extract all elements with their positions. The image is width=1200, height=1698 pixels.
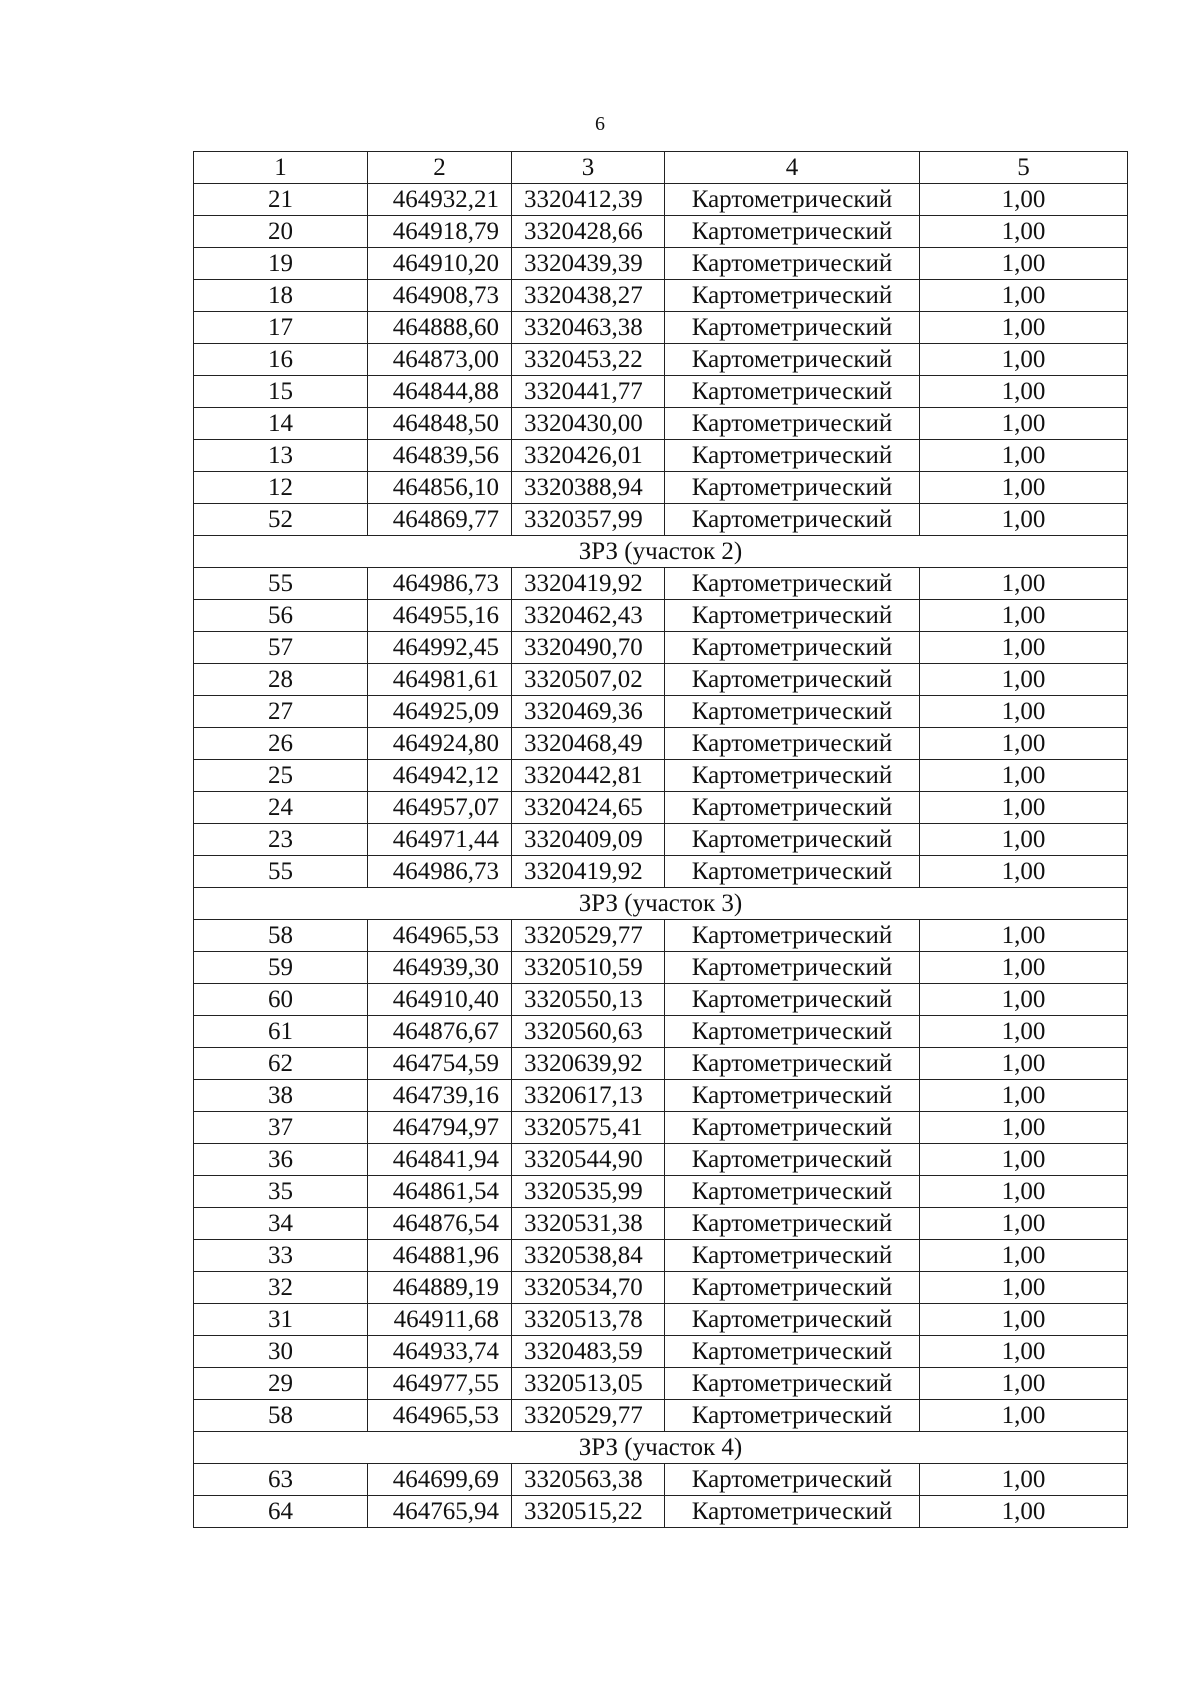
point-number-cell: 21	[194, 184, 368, 216]
point-number-cell: 27	[194, 696, 368, 728]
table-row	[194, 600, 1128, 632]
x-coordinate-cell: 464942,12	[368, 760, 512, 792]
point-number-cell: 55	[194, 568, 368, 600]
x-coordinate-cell: 464844,88	[368, 376, 512, 408]
table-row	[194, 312, 1128, 344]
table-row	[194, 1144, 1128, 1176]
table-row	[194, 856, 1128, 888]
y-coordinate-cell: 3320357,99	[512, 504, 665, 536]
table-row	[194, 1080, 1128, 1112]
accuracy-cell: 1,00	[920, 1272, 1128, 1304]
table-row	[194, 920, 1128, 952]
method-cell: Картометрический	[665, 664, 920, 696]
table-row	[194, 1304, 1128, 1336]
x-coordinate-cell: 464910,20	[368, 248, 512, 280]
point-number-cell: 25	[194, 760, 368, 792]
x-coordinate-cell: 464888,60	[368, 312, 512, 344]
table-row	[194, 824, 1128, 856]
y-coordinate-cell: 3320515,22	[512, 1496, 665, 1528]
y-coordinate-cell: 3320538,84	[512, 1240, 665, 1272]
method-cell: Картометрический	[665, 1080, 920, 1112]
y-coordinate-cell: 3320453,22	[512, 344, 665, 376]
x-coordinate-cell: 464794,97	[368, 1112, 512, 1144]
method-cell: Картометрический	[665, 376, 920, 408]
header-cell: 2	[368, 152, 512, 184]
table-row	[194, 632, 1128, 664]
x-coordinate-cell: 464908,73	[368, 280, 512, 312]
table-row	[194, 728, 1128, 760]
method-cell: Картометрический	[665, 1368, 920, 1400]
table-row	[194, 696, 1128, 728]
y-coordinate-cell: 3320544,90	[512, 1144, 665, 1176]
method-cell: Картометрический	[665, 216, 920, 248]
method-cell: Картометрический	[665, 1240, 920, 1272]
y-coordinate-cell: 3320483,59	[512, 1336, 665, 1368]
table-row	[194, 376, 1128, 408]
point-number-cell: 59	[194, 952, 368, 984]
header-cell: 5	[920, 152, 1128, 184]
x-coordinate-cell: 464876,67	[368, 1016, 512, 1048]
method-cell: Картометрический	[665, 1048, 920, 1080]
y-coordinate-cell: 3320469,36	[512, 696, 665, 728]
accuracy-cell: 1,00	[920, 1240, 1128, 1272]
point-number-cell: 32	[194, 1272, 368, 1304]
x-coordinate-cell: 464924,80	[368, 728, 512, 760]
accuracy-cell: 1,00	[920, 1048, 1128, 1080]
y-coordinate-cell: 3320462,43	[512, 600, 665, 632]
method-cell: Картометрический	[665, 312, 920, 344]
point-number-cell: 37	[194, 1112, 368, 1144]
point-number-cell: 15	[194, 376, 368, 408]
point-number-cell: 64	[194, 1496, 368, 1528]
y-coordinate-cell: 3320513,05	[512, 1368, 665, 1400]
x-coordinate-cell: 464955,16	[368, 600, 512, 632]
table-row	[194, 1048, 1128, 1080]
method-cell: Картометрический	[665, 1496, 920, 1528]
table-row	[194, 952, 1128, 984]
header-cell: 4	[665, 152, 920, 184]
x-coordinate-cell: 464977,55	[368, 1368, 512, 1400]
accuracy-cell: 1,00	[920, 1080, 1128, 1112]
coordinates-table	[193, 151, 1128, 1528]
method-cell: Картометрический	[665, 1272, 920, 1304]
accuracy-cell: 1,00	[920, 984, 1128, 1016]
table-row	[194, 472, 1128, 504]
point-number-cell: 20	[194, 216, 368, 248]
method-cell: Картометрический	[665, 408, 920, 440]
method-cell: Картометрический	[665, 632, 920, 664]
table-row	[194, 1464, 1128, 1496]
table-row	[194, 760, 1128, 792]
y-coordinate-cell: 3320575,41	[512, 1112, 665, 1144]
y-coordinate-cell: 3320531,38	[512, 1208, 665, 1240]
table-row	[194, 1496, 1128, 1528]
method-cell: Картометрический	[665, 920, 920, 952]
table-header-row	[194, 152, 1128, 184]
y-coordinate-cell: 3320529,77	[512, 920, 665, 952]
table-row	[194, 216, 1128, 248]
point-number-cell: 56	[194, 600, 368, 632]
y-coordinate-cell: 3320426,01	[512, 440, 665, 472]
table-row	[194, 792, 1128, 824]
table-row	[194, 408, 1128, 440]
method-cell: Картометрический	[665, 1016, 920, 1048]
table-row	[194, 280, 1128, 312]
y-coordinate-cell: 3320639,92	[512, 1048, 665, 1080]
method-cell: Картометрический	[665, 856, 920, 888]
y-coordinate-cell: 3320441,77	[512, 376, 665, 408]
x-coordinate-cell: 464986,73	[368, 568, 512, 600]
x-coordinate-cell: 464910,40	[368, 984, 512, 1016]
method-cell: Картометрический	[665, 1176, 920, 1208]
x-coordinate-cell: 464925,09	[368, 696, 512, 728]
point-number-cell: 35	[194, 1176, 368, 1208]
x-coordinate-cell: 464861,54	[368, 1176, 512, 1208]
y-coordinate-cell: 3320430,00	[512, 408, 665, 440]
point-number-cell: 24	[194, 792, 368, 824]
accuracy-cell: 1,00	[920, 248, 1128, 280]
accuracy-cell: 1,00	[920, 824, 1128, 856]
x-coordinate-cell: 464911,68	[368, 1304, 512, 1336]
x-coordinate-cell: 464971,44	[368, 824, 512, 856]
accuracy-cell: 1,00	[920, 760, 1128, 792]
method-cell: Картометрический	[665, 344, 920, 376]
method-cell: Картометрический	[665, 1208, 920, 1240]
point-number-cell: 31	[194, 1304, 368, 1336]
point-number-cell: 18	[194, 280, 368, 312]
method-cell: Картометрический	[665, 1400, 920, 1432]
accuracy-cell: 1,00	[920, 376, 1128, 408]
accuracy-cell: 1,00	[920, 280, 1128, 312]
point-number-cell: 63	[194, 1464, 368, 1496]
section-label: ЗРЗ (участок 4)	[194, 1432, 1128, 1464]
section-label: ЗРЗ (участок 3)	[194, 888, 1128, 920]
point-number-cell: 30	[194, 1336, 368, 1368]
point-number-cell: 17	[194, 312, 368, 344]
method-cell: Картометрический	[665, 1464, 920, 1496]
accuracy-cell: 1,00	[920, 344, 1128, 376]
header-cell: 3	[512, 152, 665, 184]
x-coordinate-cell: 464881,96	[368, 1240, 512, 1272]
point-number-cell: 61	[194, 1016, 368, 1048]
point-number-cell: 34	[194, 1208, 368, 1240]
y-coordinate-cell: 3320438,27	[512, 280, 665, 312]
x-coordinate-cell: 464739,16	[368, 1080, 512, 1112]
y-coordinate-cell: 3320419,92	[512, 568, 665, 600]
method-cell: Картометрический	[665, 984, 920, 1016]
table-row	[194, 1368, 1128, 1400]
x-coordinate-cell: 464754,59	[368, 1048, 512, 1080]
point-number-cell: 29	[194, 1368, 368, 1400]
accuracy-cell: 1,00	[920, 1112, 1128, 1144]
x-coordinate-cell: 464889,19	[368, 1272, 512, 1304]
y-coordinate-cell: 3320563,38	[512, 1464, 665, 1496]
y-coordinate-cell: 3320535,99	[512, 1176, 665, 1208]
y-coordinate-cell: 3320409,09	[512, 824, 665, 856]
method-cell: Картометрический	[665, 440, 920, 472]
section-label: ЗРЗ (участок 2)	[194, 536, 1128, 568]
point-number-cell: 36	[194, 1144, 368, 1176]
accuracy-cell: 1,00	[920, 1144, 1128, 1176]
point-number-cell: 38	[194, 1080, 368, 1112]
x-coordinate-cell: 464765,94	[368, 1496, 512, 1528]
y-coordinate-cell: 3320510,59	[512, 952, 665, 984]
point-number-cell: 60	[194, 984, 368, 1016]
method-cell: Картометрический	[665, 1336, 920, 1368]
x-coordinate-cell: 464848,50	[368, 408, 512, 440]
x-coordinate-cell: 464992,45	[368, 632, 512, 664]
method-cell: Картометрический	[665, 280, 920, 312]
y-coordinate-cell: 3320439,39	[512, 248, 665, 280]
point-number-cell: 23	[194, 824, 368, 856]
point-number-cell: 58	[194, 920, 368, 952]
point-number-cell: 12	[194, 472, 368, 504]
accuracy-cell: 1,00	[920, 1016, 1128, 1048]
table-row	[194, 344, 1128, 376]
accuracy-cell: 1,00	[920, 792, 1128, 824]
x-coordinate-cell: 464876,54	[368, 1208, 512, 1240]
table-row	[194, 248, 1128, 280]
section-header-row	[194, 536, 1128, 568]
accuracy-cell: 1,00	[920, 568, 1128, 600]
point-number-cell: 62	[194, 1048, 368, 1080]
point-number-cell: 13	[194, 440, 368, 472]
method-cell: Картометрический	[665, 184, 920, 216]
method-cell: Картометрический	[665, 1144, 920, 1176]
y-coordinate-cell: 3320550,13	[512, 984, 665, 1016]
method-cell: Картометрический	[665, 472, 920, 504]
table-row	[194, 568, 1128, 600]
point-number-cell: 19	[194, 248, 368, 280]
x-coordinate-cell: 464965,53	[368, 920, 512, 952]
method-cell: Картометрический	[665, 696, 920, 728]
table-row	[194, 1240, 1128, 1272]
method-cell: Картометрический	[665, 760, 920, 792]
coordinates-table-body	[194, 152, 1128, 1528]
table-row	[194, 1272, 1128, 1304]
accuracy-cell: 1,00	[920, 216, 1128, 248]
y-coordinate-cell: 3320424,65	[512, 792, 665, 824]
point-number-cell: 33	[194, 1240, 368, 1272]
x-coordinate-cell: 464965,53	[368, 1400, 512, 1432]
accuracy-cell: 1,00	[920, 1464, 1128, 1496]
accuracy-cell: 1,00	[920, 312, 1128, 344]
accuracy-cell: 1,00	[920, 1400, 1128, 1432]
method-cell: Картометрический	[665, 1304, 920, 1336]
y-coordinate-cell: 3320388,94	[512, 472, 665, 504]
method-cell: Картометрический	[665, 728, 920, 760]
y-coordinate-cell: 3320490,70	[512, 632, 665, 664]
y-coordinate-cell: 3320442,81	[512, 760, 665, 792]
accuracy-cell: 1,00	[920, 952, 1128, 984]
point-number-cell: 55	[194, 856, 368, 888]
accuracy-cell: 1,00	[920, 632, 1128, 664]
accuracy-cell: 1,00	[920, 1304, 1128, 1336]
y-coordinate-cell: 3320419,92	[512, 856, 665, 888]
method-cell: Картометрический	[665, 600, 920, 632]
section-header-row	[194, 1432, 1128, 1464]
accuracy-cell: 1,00	[920, 696, 1128, 728]
x-coordinate-cell: 464839,56	[368, 440, 512, 472]
accuracy-cell: 1,00	[920, 1176, 1128, 1208]
accuracy-cell: 1,00	[920, 600, 1128, 632]
accuracy-cell: 1,00	[920, 408, 1128, 440]
table-row	[194, 1336, 1128, 1368]
table-row	[194, 664, 1128, 696]
table-row	[194, 440, 1128, 472]
accuracy-cell: 1,00	[920, 1368, 1128, 1400]
accuracy-cell: 1,00	[920, 1496, 1128, 1528]
x-coordinate-cell: 464841,94	[368, 1144, 512, 1176]
point-number-cell: 58	[194, 1400, 368, 1432]
x-coordinate-cell: 464986,73	[368, 856, 512, 888]
x-coordinate-cell: 464933,74	[368, 1336, 512, 1368]
method-cell: Картометрический	[665, 568, 920, 600]
table-row	[194, 1400, 1128, 1432]
y-coordinate-cell: 3320534,70	[512, 1272, 665, 1304]
method-cell: Картометрический	[665, 824, 920, 856]
y-coordinate-cell: 3320513,78	[512, 1304, 665, 1336]
point-number-cell: 26	[194, 728, 368, 760]
accuracy-cell: 1,00	[920, 856, 1128, 888]
x-coordinate-cell: 464873,00	[368, 344, 512, 376]
y-coordinate-cell: 3320529,77	[512, 1400, 665, 1432]
y-coordinate-cell: 3320463,38	[512, 312, 665, 344]
accuracy-cell: 1,00	[920, 728, 1128, 760]
accuracy-cell: 1,00	[920, 664, 1128, 696]
section-header-row	[194, 888, 1128, 920]
table-row	[194, 1208, 1128, 1240]
accuracy-cell: 1,00	[920, 1208, 1128, 1240]
point-number-cell: 14	[194, 408, 368, 440]
accuracy-cell: 1,00	[920, 440, 1128, 472]
x-coordinate-cell: 464957,07	[368, 792, 512, 824]
y-coordinate-cell: 3320617,13	[512, 1080, 665, 1112]
header-cell: 1	[194, 152, 368, 184]
table-row	[194, 984, 1128, 1016]
y-coordinate-cell: 3320428,66	[512, 216, 665, 248]
accuracy-cell: 1,00	[920, 920, 1128, 952]
table-row	[194, 184, 1128, 216]
x-coordinate-cell: 464856,10	[368, 472, 512, 504]
accuracy-cell: 1,00	[920, 184, 1128, 216]
method-cell: Картометрический	[665, 792, 920, 824]
table-row	[194, 1016, 1128, 1048]
point-number-cell: 52	[194, 504, 368, 536]
x-coordinate-cell: 464932,21	[368, 184, 512, 216]
accuracy-cell: 1,00	[920, 504, 1128, 536]
point-number-cell: 16	[194, 344, 368, 376]
y-coordinate-cell: 3320412,39	[512, 184, 665, 216]
point-number-cell: 28	[194, 664, 368, 696]
point-number-cell: 57	[194, 632, 368, 664]
table-row	[194, 1176, 1128, 1208]
x-coordinate-cell: 464699,69	[368, 1464, 512, 1496]
accuracy-cell: 1,00	[920, 472, 1128, 504]
table-row	[194, 1112, 1128, 1144]
method-cell: Картометрический	[665, 504, 920, 536]
method-cell: Картометрический	[665, 1112, 920, 1144]
x-coordinate-cell: 464869,77	[368, 504, 512, 536]
method-cell: Картометрический	[665, 248, 920, 280]
page-number: 6	[595, 113, 605, 135]
x-coordinate-cell: 464981,61	[368, 664, 512, 696]
table-row	[194, 504, 1128, 536]
y-coordinate-cell: 3320468,49	[512, 728, 665, 760]
x-coordinate-cell: 464918,79	[368, 216, 512, 248]
y-coordinate-cell: 3320507,02	[512, 664, 665, 696]
accuracy-cell: 1,00	[920, 1336, 1128, 1368]
x-coordinate-cell: 464939,30	[368, 952, 512, 984]
method-cell: Картометрический	[665, 952, 920, 984]
y-coordinate-cell: 3320560,63	[512, 1016, 665, 1048]
